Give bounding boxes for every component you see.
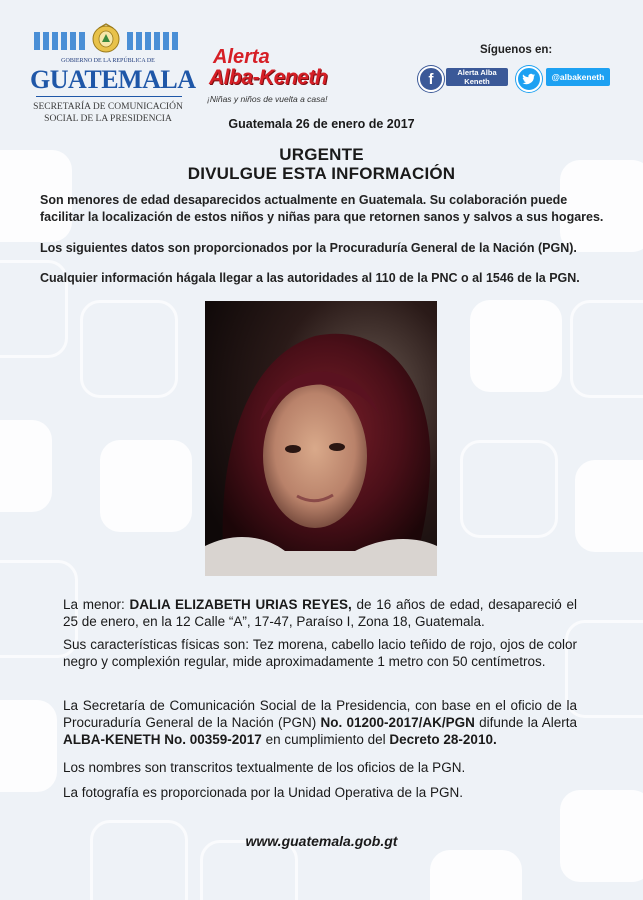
alerta-number: ALBA-KENETH No. 00359-2017 [63, 732, 262, 747]
divulge-heading: DIVULGUE ESTA INFORMACIÓN [187, 164, 456, 183]
header [0, 0, 643, 135]
secretaria-label: SECRETARÍA DE COMUNICACIÓN [33, 102, 183, 112]
missing-person-photo [205, 301, 437, 576]
coat-of-arms-icon [88, 22, 124, 54]
contact-paragraph: Cualquier información hágala llegar a las autoridades al 110 de la PNC o al 1546 de la PGN. [40, 271, 580, 285]
guatemala-wordmark: GUATEMALA [30, 65, 196, 94]
social-links [408, 44, 628, 94]
alba-keneth-word: Alba-Keneth [209, 66, 328, 89]
photo-note: La fotografía es proporcionada por la Unidad Operativa de la PGN. [63, 785, 463, 800]
pgn-source-paragraph: Los siguientes datos son proporcionados por la Procuraduría General de la Nación (PGN). [40, 241, 577, 255]
footer-website-link[interactable]: www.guatemala.gob.gt [245, 833, 398, 849]
missing-person-description: La menor: DALIA ELIZABETH URIAS REYES, de 16 años de edad, desapareció el 25 de enero, en la 12 Calle “A”, 17-47, Paraíso I, Zona 18, Guatemala. [63, 597, 578, 629]
urgent-heading: URGENTE [279, 145, 364, 164]
twitter-link[interactable]: @albakeneth [546, 68, 610, 86]
twitter-icon[interactable] [516, 66, 542, 92]
physical-characteristics: Sus características físicas son: Tez morena, cabello lacio teñido de rojo, ojos de color negro y complexión regular, mide aproximadamente 1 metro con 50 centímetros. [63, 637, 577, 669]
intro-paragraph: Son menores de edad desaparecidos actualmente en Guatemala. Su colaboración puede facilitar la localización de estos niños y niñas para que retornen sanos y salvos a sus hogares. [40, 193, 604, 224]
decreto-number: Decreto 28-2010. [389, 732, 497, 747]
missing-person-name: DALIA ELIZABETH URIAS REYES, [129, 597, 352, 612]
alba-keneth-logo [205, 46, 340, 112]
guatemala-government-logo [30, 22, 196, 130]
presidencia-label: SOCIAL DE LA PRESIDENCIA [44, 114, 172, 124]
facebook-link[interactable]: Alerta Alba Keneth [446, 68, 508, 86]
bulletin-date: Guatemala 26 de enero de 2017 [228, 117, 415, 131]
alerta-tagline: ¡Niñas y niños de vuelta a casa! [207, 94, 328, 104]
oficio-number: No. 01200-2017/AK/PGN [320, 715, 475, 730]
alerta-word: Alerta [213, 46, 270, 68]
facebook-icon[interactable]: f [418, 66, 444, 92]
logo-divider [36, 96, 182, 97]
names-note: Los nombres son transcritos textualmente de los oficios de la PGN. [63, 760, 466, 775]
follow-label: Síguenos en: [480, 44, 553, 56]
legal-basis-paragraph: La Secretaría de Comunicación Social de la Presidencia, con base en el oficio de la Procuraduría General de la Nación (PGN) No. 01200-2017/AK/PGN difunde la Alerta ALBA-KENETH No. 00359-2017 en cumplimiento del Decreto 28-2010. [63, 698, 577, 747]
government-small-label: GOBIERNO DE LA REPÚBLICA DE [61, 58, 155, 64]
